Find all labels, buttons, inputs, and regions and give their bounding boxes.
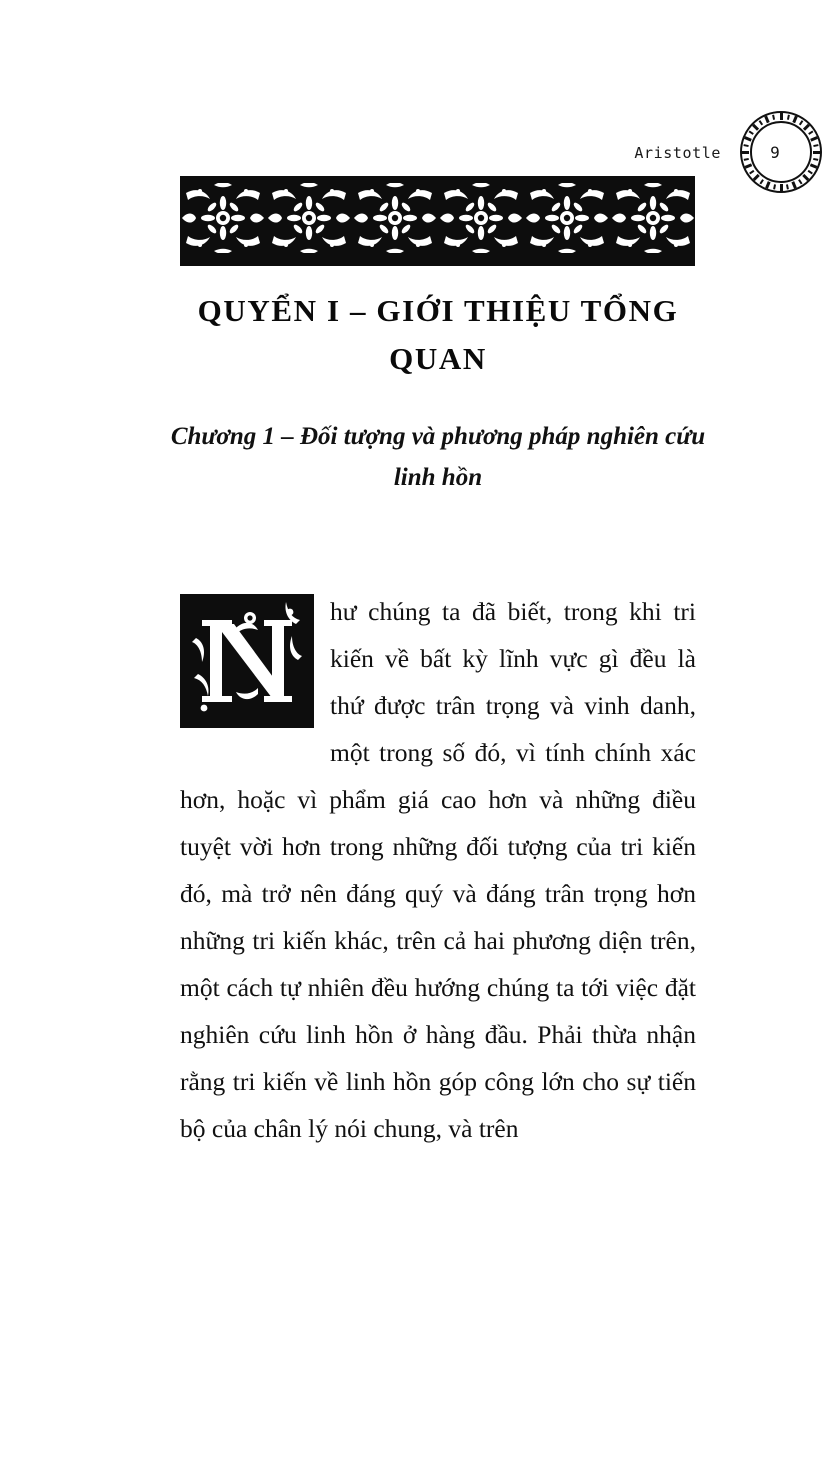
- folio-medallion: [739, 110, 823, 194]
- body-block: [180, 588, 696, 1152]
- greek-key-circle-icon: [739, 110, 823, 194]
- body-paragraph: hư chúng ta đã biết, trong khi tri kiến về bất kỳ lĩnh vực gì đều là thứ được trân trọng và vinh danh, một trong số đó, vì tính chính xác hơn, hoặc vì phẩm giá cao hơn và những điều tuyệt vời hơn trong những đối tượng của tri kiến đó, mà trở nên đáng quý và đáng trân trọng hơn những tri kiến khác, trên cả hai phương diện trên, một cách tự nhiên đều hướng chúng ta tới việc đặt nghiên cứu linh hồn ở hàng đầu. Phải thừa nhận rằng tri kiến về linh hồn góp công lớn cho sự tiến bộ của chân lý nói chung, và trên: [180, 597, 696, 1143]
- chapter-subtitle: Chương 1 – Đối tượng và phương pháp nghiên cứu linh hồn: [170, 423, 706, 491]
- running-head-author: Aristotle: [634, 143, 721, 162]
- page-number: 9: [770, 142, 780, 162]
- page-title: QUYỂN I – GIỚI THIỆU TỔNG QUAN: [197, 293, 679, 377]
- ornamental-band-icon: [180, 176, 695, 266]
- title-block: [148, 287, 728, 498]
- dropcap-letter-n-icon: [180, 594, 314, 728]
